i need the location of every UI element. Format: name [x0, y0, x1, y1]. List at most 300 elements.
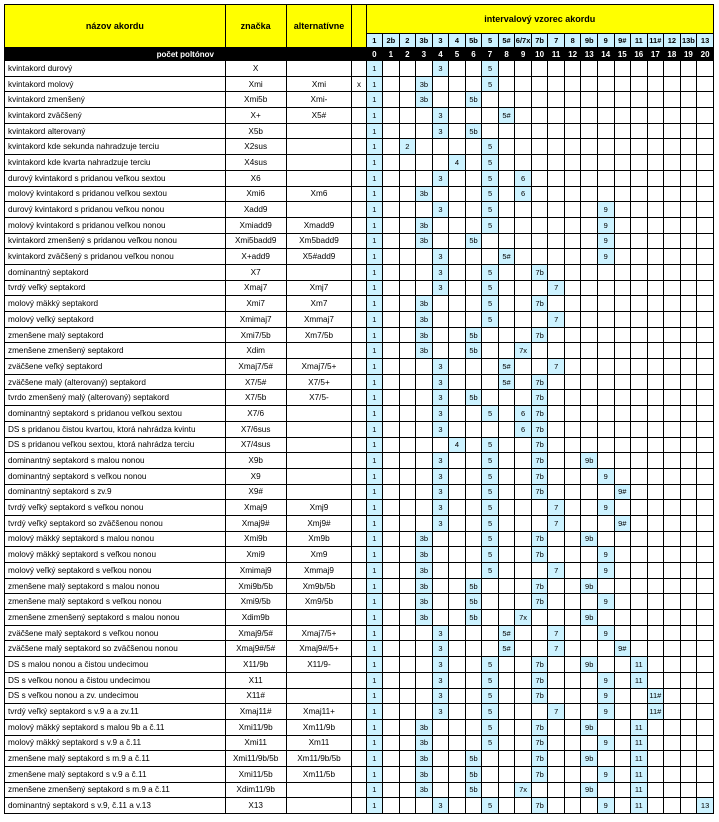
interval-cell: [614, 578, 631, 594]
interval-cell: [664, 217, 681, 233]
interval-cell: [614, 406, 631, 422]
interval-cell: [449, 359, 466, 375]
interval-cell: [664, 343, 681, 359]
chord-alternative: [286, 139, 352, 155]
interval-cell: 7: [548, 500, 565, 516]
interval-cell: 1: [366, 280, 383, 296]
interval-cell: [564, 625, 581, 641]
chord-symbol: Xmi11: [225, 735, 286, 751]
interval-cell: [581, 798, 598, 814]
interval-cell: [383, 641, 400, 657]
interval-cell: [399, 547, 416, 563]
chord-symbol: Xmaj9/5#: [225, 625, 286, 641]
chord-symbol: Xmi6: [225, 186, 286, 202]
interval-cell: [432, 233, 449, 249]
interval-cell: [631, 437, 648, 453]
interval-cell: 9: [597, 594, 614, 610]
interval-cell: 7b: [531, 578, 548, 594]
interval-cell: [416, 421, 433, 437]
interval-cell: [597, 312, 614, 328]
interval-cell: [449, 547, 466, 563]
interval-cell: [664, 437, 681, 453]
chord-symbol: X7: [225, 264, 286, 280]
interval-cell: [548, 468, 565, 484]
chord-mark: [352, 594, 366, 610]
interval-cell: [697, 657, 714, 673]
interval-cell: 1: [366, 359, 383, 375]
interval-cell: [664, 719, 681, 735]
interval-cell: [697, 264, 714, 280]
chord-mark: [352, 155, 366, 171]
interval-cell: [531, 359, 548, 375]
chord-symbol: Xmi: [225, 76, 286, 92]
interval-cell: [383, 735, 400, 751]
table-row: [5, 155, 714, 171]
interval-cell: [383, 531, 400, 547]
interval-cell: [498, 437, 515, 453]
interval-cell: 3b: [416, 92, 433, 108]
interval-cell: [680, 751, 697, 767]
interval-cell: [564, 766, 581, 782]
chord-name: zmenšene malý septakord s veľkou nonou: [5, 594, 226, 610]
interval-cell: [581, 264, 598, 280]
interval-cell: 9b: [581, 453, 598, 469]
table-row: [5, 547, 714, 563]
interval-cell: 5b: [465, 766, 482, 782]
interval-cell: 11: [631, 735, 648, 751]
interval-cell: [432, 578, 449, 594]
chord-symbol: Xmi11/5b: [225, 766, 286, 782]
interval-cell: [498, 468, 515, 484]
chord-alternative: Xmj9: [286, 500, 352, 516]
interval-cell: 5: [482, 547, 499, 563]
interval-cell: [449, 296, 466, 312]
interval-cell: [597, 186, 614, 202]
chord-name: zmenšene malý septakord s v.9 a č.11: [5, 766, 226, 782]
interval-cell: 7x: [515, 343, 532, 359]
interval-cell: 9: [597, 468, 614, 484]
table-row: [5, 359, 714, 375]
table-row: [5, 202, 714, 218]
chord-alternative: Xmadd9: [286, 217, 352, 233]
interval-cell: [548, 735, 565, 751]
interval-cell: [416, 468, 433, 484]
interval-cell: [680, 484, 697, 500]
chord-name: zmenšene zmenšený septakord s malou nonou: [5, 610, 226, 626]
interval-cell: [564, 735, 581, 751]
interval-cell: [697, 296, 714, 312]
interval-cell: [564, 468, 581, 484]
interval-cell: [383, 484, 400, 500]
interval-cell: [597, 484, 614, 500]
chord-mark: [352, 233, 366, 249]
interval-cell: [581, 92, 598, 108]
interval-cell: 11#: [647, 704, 664, 720]
interval-cell: [482, 578, 499, 594]
interval-cell: [548, 594, 565, 610]
interval-cell: [449, 531, 466, 547]
interval-cell: [664, 233, 681, 249]
interval-cell: [432, 610, 449, 626]
interval-cell: 6: [515, 186, 532, 202]
interval-cell: [564, 704, 581, 720]
interval-cell: [399, 641, 416, 657]
semitone-number: 7: [482, 48, 499, 61]
chord-mark: [352, 170, 366, 186]
interval-cell: [647, 343, 664, 359]
interval-cell: 5: [482, 61, 499, 77]
interval-cell: [383, 688, 400, 704]
interval-cell: [482, 390, 499, 406]
interval-cell: [597, 170, 614, 186]
interval-cell: 3: [432, 453, 449, 469]
interval-cell: [697, 563, 714, 579]
table-row: [5, 468, 714, 484]
interval-cell: [664, 421, 681, 437]
interval-cell: [548, 327, 565, 343]
interval-cell: [449, 264, 466, 280]
interval-cell: [498, 782, 515, 798]
interval-cell: [597, 359, 614, 375]
interval-cell: [614, 92, 631, 108]
interval-cell: [399, 421, 416, 437]
chord-symbol: Xmaj9#/5#: [225, 641, 286, 657]
interval-cell: 1: [366, 782, 383, 798]
interval-cell: 3: [432, 515, 449, 531]
interval-cell: [581, 327, 598, 343]
interval-cell: 5b: [465, 578, 482, 594]
interval-cell: 3b: [416, 327, 433, 343]
chord-mark: [352, 312, 366, 328]
interval-cell: [449, 374, 466, 390]
interval-cell: 3: [432, 390, 449, 406]
interval-cell: 5#: [498, 641, 515, 657]
interval-cell: [564, 76, 581, 92]
interval-cell: 5: [482, 280, 499, 296]
interval-cell: [465, 217, 482, 233]
interval-cell: 5: [482, 735, 499, 751]
chord-alternative: Xm5badd9: [286, 233, 352, 249]
interval-cell: 1: [366, 578, 383, 594]
chord-name: molový mäkký septakord s v.9 a č.11: [5, 735, 226, 751]
interval-cell: 3: [432, 484, 449, 500]
interval-cell: [581, 766, 598, 782]
interval-cell: [647, 170, 664, 186]
interval-cell: 3: [432, 798, 449, 814]
interval-cell: [597, 264, 614, 280]
interval-cell: [631, 217, 648, 233]
interval-cell: [548, 610, 565, 626]
interval-cell: [664, 202, 681, 218]
interval-cell: [498, 421, 515, 437]
interval-cell: [597, 61, 614, 77]
interval-cell: [465, 719, 482, 735]
interval-cell: [647, 406, 664, 422]
interval-cell: [515, 798, 532, 814]
interval-cell: 7b: [531, 484, 548, 500]
interval-cell: 4: [449, 155, 466, 171]
interval-cell: [647, 155, 664, 171]
interval-cell: [548, 76, 565, 92]
chord-mark: [352, 751, 366, 767]
interval-cell: [482, 92, 499, 108]
interval-cell: [548, 798, 565, 814]
interval-cell: [531, 563, 548, 579]
interval-cell: [614, 563, 631, 579]
interval-cell: [383, 500, 400, 516]
interval-cell: [498, 406, 515, 422]
interval-cell: [515, 453, 532, 469]
interval-cell: [664, 610, 681, 626]
interval-cell: [697, 406, 714, 422]
interval-cell: [631, 92, 648, 108]
chord-symbol: Xmi5badd9: [225, 233, 286, 249]
interval-cell: [664, 453, 681, 469]
interval-cell: [498, 327, 515, 343]
chord-mark: [352, 547, 366, 563]
interval-cell: [515, 625, 532, 641]
table-row: [5, 390, 714, 406]
interval-cell: [614, 766, 631, 782]
interval-cell: 7b: [531, 547, 548, 563]
semitone-number: 14: [597, 48, 614, 61]
interval-cell: [498, 578, 515, 594]
chord-symbol: Xmaj9: [225, 500, 286, 516]
interval-cell: [564, 139, 581, 155]
interval-cell: 1: [366, 704, 383, 720]
interval-cell: 5b: [465, 751, 482, 767]
interval-cell: 9#: [614, 515, 631, 531]
interval-cell: [581, 139, 598, 155]
interval-cell: 9: [597, 766, 614, 782]
interval-cell: 5b: [465, 610, 482, 626]
interval-cell: 1: [366, 531, 383, 547]
interval-cell: 9: [597, 704, 614, 720]
interval-cell: [465, 672, 482, 688]
interval-cell: [631, 312, 648, 328]
interval-cell: [383, 798, 400, 814]
interval-cell: [465, 61, 482, 77]
interval-cell: [548, 719, 565, 735]
interval-cell: [647, 500, 664, 516]
interval-cell: 7: [548, 280, 565, 296]
interval-cell: 1: [366, 186, 383, 202]
interval-cell: [697, 782, 714, 798]
interval-cell: [383, 547, 400, 563]
interval-cell: [548, 249, 565, 265]
interval-label: 12: [664, 34, 681, 48]
table-row: [5, 170, 714, 186]
interval-cell: 3: [432, 249, 449, 265]
interval-cell: [680, 312, 697, 328]
chord-mark: [352, 531, 366, 547]
interval-cell: [416, 108, 433, 124]
interval-cell: [631, 688, 648, 704]
interval-cell: [564, 123, 581, 139]
interval-cell: [449, 766, 466, 782]
table-row: [5, 217, 714, 233]
semitone-number: 4: [432, 48, 449, 61]
chord-name: dominantný septakord s malou nonou: [5, 453, 226, 469]
chord-name: molový mäkký septakord: [5, 296, 226, 312]
interval-cell: 11: [631, 751, 648, 767]
interval-cell: [531, 92, 548, 108]
interval-cell: [465, 170, 482, 186]
chord-name: kvintakord alterovaný: [5, 123, 226, 139]
table-row: [5, 123, 714, 139]
chord-symbol: Xdim: [225, 343, 286, 359]
interval-cell: [664, 484, 681, 500]
interval-cell: [548, 657, 565, 673]
interval-cell: [614, 437, 631, 453]
interval-cell: [449, 280, 466, 296]
interval-cell: [664, 657, 681, 673]
interval-label: 9b: [581, 34, 598, 48]
chord-mark: [352, 296, 366, 312]
interval-cell: [383, 594, 400, 610]
interval-cell: [631, 563, 648, 579]
interval-cell: [383, 437, 400, 453]
interval-cell: 5b: [465, 327, 482, 343]
interval-cell: [531, 170, 548, 186]
interval-cell: [581, 312, 598, 328]
interval-cell: 1: [366, 515, 383, 531]
interval-cell: [449, 719, 466, 735]
chord-mark: [352, 359, 366, 375]
interval-cell: [647, 312, 664, 328]
interval-cell: [498, 76, 515, 92]
interval-cell: 3b: [416, 76, 433, 92]
interval-cell: 13: [697, 798, 714, 814]
interval-cell: [498, 672, 515, 688]
interval-cell: [416, 798, 433, 814]
interval-cell: [383, 280, 400, 296]
interval-cell: [680, 280, 697, 296]
chord-name: kvintakord durový: [5, 61, 226, 77]
semitone-number: 20: [697, 48, 714, 61]
interval-cell: [383, 155, 400, 171]
interval-cell: 5#: [498, 249, 515, 265]
interval-cell: [482, 751, 499, 767]
interval-cell: [647, 108, 664, 124]
interval-cell: [383, 123, 400, 139]
table-row: [5, 531, 714, 547]
interval-cell: [498, 751, 515, 767]
interval-cell: [548, 672, 565, 688]
chord-mark: [352, 186, 366, 202]
interval-cell: [647, 359, 664, 375]
interval-cell: 5: [482, 155, 499, 171]
interval-cell: 9: [597, 249, 614, 265]
chord-name: zmenšene malý septakord s m.9 a č.11: [5, 751, 226, 767]
interval-cell: [581, 672, 598, 688]
chord-alternative: [286, 437, 352, 453]
interval-cell: [647, 186, 664, 202]
interval-cell: [465, 437, 482, 453]
interval-cell: [449, 563, 466, 579]
interval-cell: [498, 484, 515, 500]
interval-cell: [664, 327, 681, 343]
interval-cell: [614, 202, 631, 218]
interval-cell: [383, 390, 400, 406]
interval-cell: [449, 170, 466, 186]
interval-cell: [498, 139, 515, 155]
table-row: [5, 610, 714, 626]
table-row: [5, 484, 714, 500]
interval-cell: [515, 155, 532, 171]
interval-cell: [631, 170, 648, 186]
interval-cell: 7: [548, 312, 565, 328]
interval-cell: [697, 500, 714, 516]
interval-cell: [548, 766, 565, 782]
table-row: [5, 798, 714, 814]
interval-cell: [416, 202, 433, 218]
interval-cell: [498, 202, 515, 218]
interval-cell: 5: [482, 76, 499, 92]
interval-cell: 5b: [465, 92, 482, 108]
interval-cell: [383, 453, 400, 469]
interval-cell: [399, 625, 416, 641]
interval-cell: [647, 264, 664, 280]
table-row: [5, 108, 714, 124]
interval-cell: [647, 123, 664, 139]
interval-cell: 1: [366, 688, 383, 704]
interval-label: 8: [564, 34, 581, 48]
interval-cell: [664, 735, 681, 751]
interval-cell: [383, 61, 400, 77]
table-row: [5, 672, 714, 688]
interval-cell: [498, 657, 515, 673]
chord-name: tvrdý veľký septakord s veľkou nonou: [5, 500, 226, 516]
chord-name: kvintakord zväčšený s pridanou veľkou nonou: [5, 249, 226, 265]
interval-cell: [581, 704, 598, 720]
table-row: [5, 406, 714, 422]
interval-cell: [631, 453, 648, 469]
interval-cell: 1: [366, 202, 383, 218]
interval-cell: [680, 296, 697, 312]
interval-label: 11: [631, 34, 648, 48]
interval-cell: 9#: [614, 641, 631, 657]
interval-cell: [614, 735, 631, 751]
interval-label: 7: [548, 34, 565, 48]
interval-cell: [647, 782, 664, 798]
chord-mark: [352, 500, 366, 516]
interval-cell: [680, 719, 697, 735]
interval-cell: [564, 453, 581, 469]
interval-label: 7b: [531, 34, 548, 48]
interval-cell: [664, 547, 681, 563]
interval-cell: [548, 296, 565, 312]
chord-mark: [352, 484, 366, 500]
interval-cell: [449, 798, 466, 814]
chord-mark: x: [352, 76, 366, 92]
interval-cell: [548, 202, 565, 218]
interval-cell: 1: [366, 751, 383, 767]
interval-cell: [597, 343, 614, 359]
interval-cell: [614, 186, 631, 202]
interval-cell: [383, 421, 400, 437]
interval-cell: [597, 280, 614, 296]
chord-alternative: Xmj9#: [286, 515, 352, 531]
interval-cell: [697, 453, 714, 469]
interval-cell: 3b: [416, 547, 433, 563]
interval-cell: [631, 421, 648, 437]
interval-cell: [383, 312, 400, 328]
interval-cell: [449, 61, 466, 77]
interval-cell: 3: [432, 374, 449, 390]
interval-cell: [515, 578, 532, 594]
interval-cell: [664, 515, 681, 531]
